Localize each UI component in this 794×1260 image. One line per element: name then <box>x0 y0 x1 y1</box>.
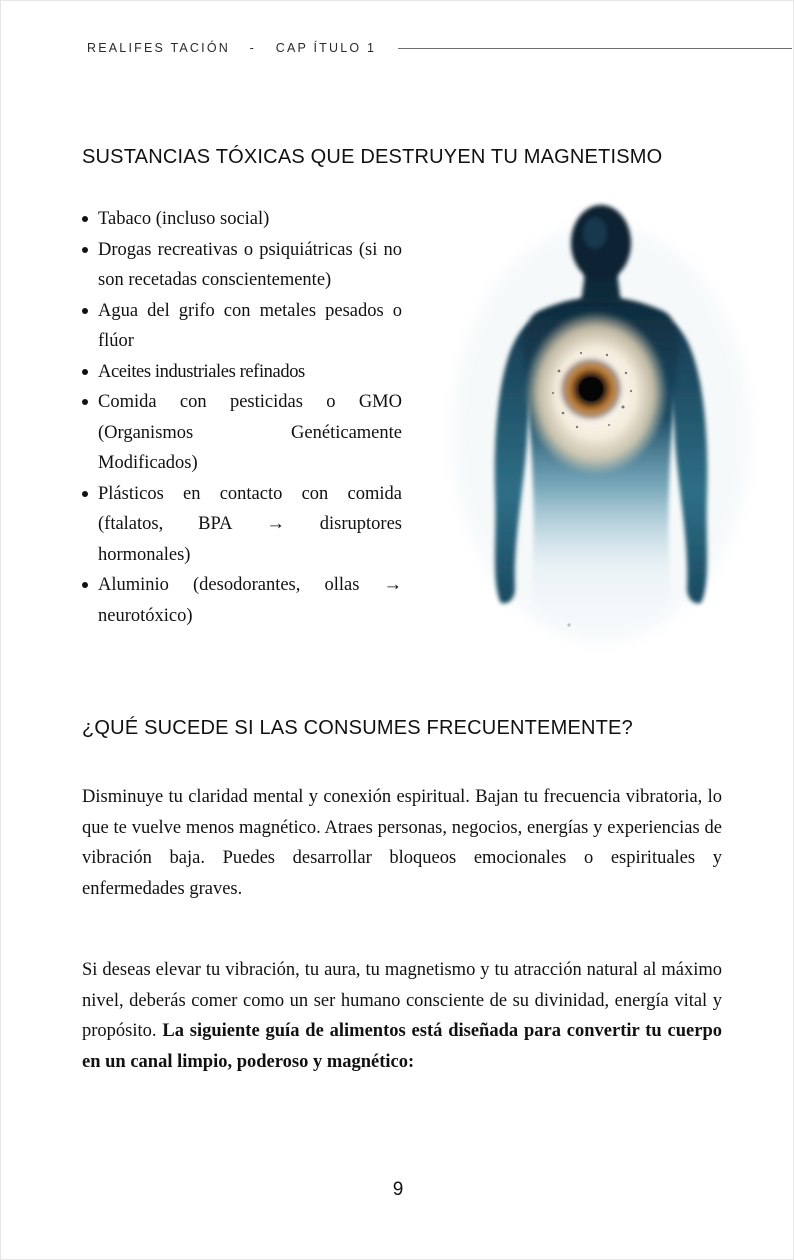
list-item: Aceites industriales refinados <box>82 357 402 388</box>
book-title: REALIFES TACIÓN <box>87 41 230 55</box>
list-item: Comida con pesticidas o GMO (Organismos Genéticamente Modificados) <box>82 387 402 479</box>
list-item: Agua del grifo con metales pesados o flúor <box>82 296 402 357</box>
list-item: Plásticos en contacto con comida (ftalatos, BPA → disruptores hormonales) <box>82 479 402 571</box>
list-item: Aluminio (desodorantes, ollas → neurotóxico) <box>82 570 402 631</box>
consequences-paragraph: Disminuye tu claridad mental y conexión espiritual. Bajan tu frecuencia vibratoria, lo que te vuelve menos magnético. Atraes personas, negocios, energías y experiencias de vibración baja. Puedes desarrollar bloqueos emocionales o espirituales y enfermedades graves. <box>82 787 722 899</box>
section-heading-consequences: ¿QUÉ SUCEDE SI LAS CONSUMES FRECUENTEMENTE? <box>82 717 633 739</box>
list-item: Tabaco (incluso social) <box>82 204 402 235</box>
guide-intro-paragraph <box>82 955 722 1077</box>
guide-intro-emphasis: La siguiente guía de alimentos está diseñada para convertir tu cuerpo en un canal limpio, poderoso y magnético: <box>82 1021 722 1072</box>
page-number: 9 <box>392 1179 404 1200</box>
running-header <box>87 41 376 55</box>
chapter-label: CAP ÍTULO 1 <box>275 41 377 55</box>
section-heading-toxic-substances: SUSTANCIAS TÓXICAS QUE DESTRUYEN TU MAGNETISMO <box>82 146 663 168</box>
glowing-human-figure-illustration <box>431 193 771 653</box>
header-rule <box>398 48 792 49</box>
toxic-substances-list <box>82 204 402 631</box>
header-separator: - <box>249 41 257 55</box>
guide-intro-text: Si deseas elevar tu vibración, tu aura, tu magnetismo y tu atracción natural al máximo nivel, deberás comer como un ser humano consciente de su divinidad, energía vital y propósito. <box>82 960 722 1041</box>
list-item: Drogas recreativas o psiquiátricas (si no son recetadas conscientemente) <box>82 235 402 296</box>
